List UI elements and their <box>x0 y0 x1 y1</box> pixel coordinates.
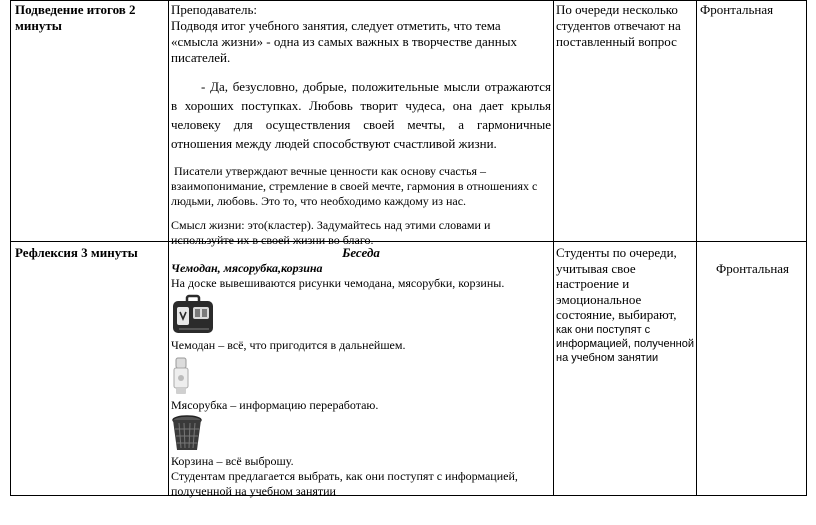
teacher-cell-summary <box>171 2 551 248</box>
stage-cell-reflection: Рефлексия 3 минуты <box>15 245 138 260</box>
summary-paragraph-4: Смысл жизни: это(кластер). Задумайтесь над этими словами и используйте их в своей жизни во благо. <box>171 218 491 247</box>
form-cell-reflection: Фронтальная <box>715 261 790 276</box>
summary-paragraph-1: Подводя итог учебного занятия, следует отметить, что тема «смысла жизни» - одна из самых важных в творчестве данных писателей. <box>171 18 517 65</box>
lesson-plan-table <box>10 0 807 496</box>
conversation-subheading: Чемодан, мясорубка,корзина <box>171 261 323 275</box>
choice-prompt-text: Студентам предлагается выбрать, как они поступят с информацией, полученной на учебном занятии <box>171 469 518 498</box>
board-intro-text: На доске вывешиваются рисунки чемодана, мясорубки, корзины. <box>171 276 505 290</box>
suitcase-icon <box>171 293 215 337</box>
wastebasket-caption: Корзина – всё выброшу. <box>171 454 294 468</box>
column-divider <box>696 1 697 495</box>
summary-paragraph-2: - Да, безусловно, добрые, положительные мысли отражаются в хороших поступках. Любовь творит чудеса, она дает крылья человеку для осуществления своей мечты, а гармоничные отношения между людей способствуют счастливой жизни. <box>171 79 551 151</box>
suitcase-caption: Чемодан – всё, что пригодится в дальнейшем. <box>171 338 406 352</box>
students-cell-reflection <box>556 245 696 365</box>
students-reflection-text-2: как они поступят с информацией, полученной на учебном занятии <box>556 323 695 364</box>
meat-grinder-icon <box>171 356 191 396</box>
column-divider <box>168 1 169 495</box>
conversation-heading: Беседа <box>342 245 380 260</box>
form-cell-summary: Фронтальная <box>700 2 774 17</box>
students-cell-summary: По очереди несколько студентов отвечают на поставленный вопрос <box>556 2 681 49</box>
teacher-label: Преподаватель: <box>171 2 258 17</box>
wastebasket-icon <box>171 415 203 453</box>
stage-cell-summary: Подведение итогов 2 минуты <box>15 2 136 33</box>
meat-grinder-caption: Мясорубка – информацию переработаю. <box>171 398 379 412</box>
students-reflection-text: Студенты по очереди, учитывая свое настроение и эмоциональное состояние, выбирают, <box>556 245 677 322</box>
teacher-cell-reflection <box>171 245 551 499</box>
summary-paragraph-3: Писатели утверждают вечные ценности как основу счастья – взаимопонимание, стремление в своей мечте, гармония в отношениях с людьми, любовь. Это то, что необходимо каждому из нас. <box>171 164 538 208</box>
column-divider <box>553 1 554 495</box>
